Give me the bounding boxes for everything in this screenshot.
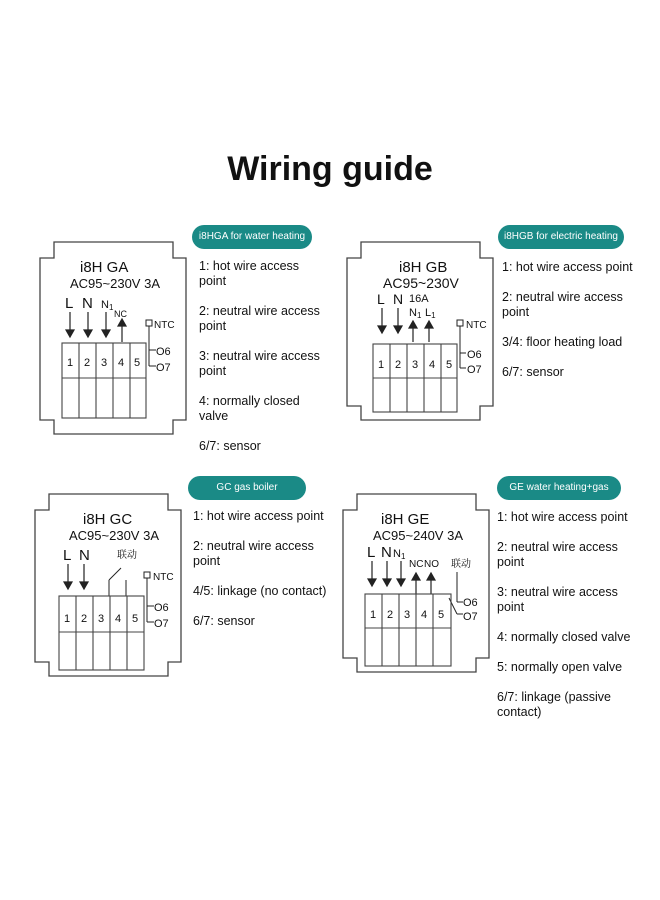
terminal-4: 4 (421, 609, 428, 621)
terminal-3: 3 (412, 359, 419, 371)
terminal-label-n: N (381, 544, 392, 561)
note: 2: neutral wire access point (497, 540, 618, 569)
note: 6/7: sensor (502, 365, 564, 379)
o6-label: O6 (467, 349, 482, 361)
terminal-label-no: NO (424, 559, 439, 570)
o6-label: O6 (463, 597, 478, 609)
note: 5: normally open valve (497, 660, 623, 674)
arrow-up-icon (425, 321, 433, 328)
terminal-block (59, 596, 144, 670)
ntc-icon (457, 320, 463, 326)
note: 3: neutral wire access point (497, 585, 618, 614)
svg-text:N1 (393, 548, 406, 561)
terminal-2: 2 (387, 609, 394, 621)
ntc-label: NTC (153, 572, 174, 583)
arrow-up-icon (427, 573, 435, 580)
arrow-down-icon (368, 579, 376, 586)
notes-ga (199, 259, 329, 469)
terminal-1: 1 (378, 359, 385, 371)
note: 1: hot wire access point (199, 259, 300, 288)
svg-text:N1 (101, 299, 114, 312)
note: 2: neutral wire access point (199, 304, 320, 333)
note: 6/7: sensor (199, 439, 261, 453)
note: 1: hot wire access point (193, 509, 324, 523)
terminal-label-n: N (79, 547, 90, 564)
arrow-down-icon (383, 579, 391, 586)
svg-text:N1 (409, 307, 422, 320)
arrow-down-icon (394, 326, 402, 333)
arrow-up-icon (118, 319, 126, 326)
linkage-label: 联动 (117, 550, 137, 561)
notes-gb (502, 260, 637, 395)
note: 4: normally closed valve (199, 394, 300, 423)
terminal-label-n1: N (393, 548, 401, 560)
device-gb-diagram (343, 238, 498, 423)
arrow-up-icon (409, 321, 417, 328)
terminal-label-l: L (65, 295, 74, 312)
terminal-label-n: N (82, 295, 93, 312)
terminal-label-nc: NC (409, 559, 424, 570)
note: 1: hot wire access point (502, 260, 633, 274)
terminal-label-n1: N (409, 307, 417, 319)
note: 1: hot wire access point (497, 510, 628, 524)
terminal-label-n1-sub: 1 (416, 311, 422, 320)
terminal-3: 3 (404, 609, 411, 621)
terminal-label-n1-sub: 1 (108, 303, 114, 312)
terminal-5: 5 (446, 359, 453, 371)
ntc-icon (144, 572, 150, 578)
terminal-3: 3 (98, 613, 105, 625)
terminal-3: 3 (101, 357, 108, 369)
o7-label: O7 (463, 611, 478, 623)
note: 3/4: floor heating load (502, 335, 623, 349)
o7-label: O7 (154, 618, 169, 630)
svg-text:L1 (425, 307, 436, 320)
terminal-5: 5 (134, 357, 141, 369)
terminal-label-l: L (377, 291, 385, 307)
badge-gb: i8HGB for electric heating (498, 225, 624, 249)
badge-gc: GC gas boiler (188, 476, 306, 500)
terminal-label-l1: L (425, 307, 432, 319)
terminal-5: 5 (132, 613, 139, 625)
model-label: i8H GE (381, 511, 430, 528)
terminal-block (373, 344, 457, 412)
terminal-2: 2 (395, 359, 402, 371)
terminal-1: 1 (64, 613, 71, 625)
terminal-label-n1-sub: 1 (400, 552, 406, 561)
badge-ge: GE water heating+gas (497, 476, 621, 500)
terminal-5: 5 (438, 609, 445, 621)
terminal-label-l1-sub: 1 (431, 311, 436, 320)
terminal-label-16a: 16A (409, 293, 429, 305)
arrow-down-icon (64, 582, 72, 589)
terminal-label-n1: N (101, 299, 109, 311)
terminal-2: 2 (81, 613, 88, 625)
model-label: i8H GA (80, 259, 129, 276)
spec-label: AC95~230V 3A (69, 528, 159, 543)
notes-ge (497, 510, 637, 735)
note: 4: normally closed valve (497, 630, 631, 644)
o7-label: O7 (467, 364, 482, 376)
arrow-down-icon (80, 582, 88, 589)
spec-label: AC95~240V 3A (373, 528, 463, 543)
o6-label: O6 (154, 602, 169, 614)
terminal-4: 4 (115, 613, 122, 625)
terminal-block (365, 594, 451, 666)
terminal-label-l: L (63, 547, 72, 564)
arrow-down-icon (66, 330, 74, 337)
terminal-label-n: N (393, 291, 404, 307)
ntc-label: NTC (466, 320, 487, 331)
terminal-4: 4 (429, 359, 436, 371)
terminal-2: 2 (84, 357, 91, 369)
ntc-icon (146, 320, 152, 326)
note: 3: neutral wire access point (199, 349, 320, 378)
terminal-block (62, 343, 146, 418)
terminal-label-nc: NC (114, 309, 127, 319)
terminal-1: 1 (370, 609, 377, 621)
page-title: Wiring guide (227, 150, 433, 188)
o7-label: O7 (156, 362, 171, 374)
model-label: i8H GB (399, 259, 448, 276)
arrow-up-icon (412, 573, 420, 580)
device-gc-diagram (31, 490, 186, 680)
linkage-label: 联动 (451, 559, 471, 570)
terminal-4: 4 (118, 357, 125, 369)
terminal-label-l: L (367, 544, 376, 561)
arrow-down-icon (397, 579, 405, 586)
ntc-label: NTC (154, 320, 175, 331)
linkage-switch-icon (109, 568, 126, 596)
badge-ga: i8HGA for water heating (192, 225, 312, 249)
note: 6/7: linkage (passive contact) (497, 690, 611, 719)
note: 4/5: linkage (no contact) (193, 584, 327, 598)
model-label: i8H GC (83, 511, 133, 528)
spec-label: AC95~230V (383, 275, 459, 291)
note: 2: neutral wire access point (502, 290, 623, 319)
arrow-down-icon (84, 330, 92, 337)
notes-gc (193, 509, 333, 644)
spec-label: AC95~230V 3A (70, 276, 160, 291)
device-ge-diagram (339, 490, 494, 675)
note: 6/7: sensor (193, 614, 255, 628)
device-ga-diagram (36, 238, 191, 438)
arrow-down-icon (102, 330, 110, 337)
terminal-1: 1 (67, 357, 74, 369)
note: 2: neutral wire access point (193, 539, 314, 568)
o6-label: O6 (156, 346, 171, 358)
arrow-down-icon (378, 326, 386, 333)
